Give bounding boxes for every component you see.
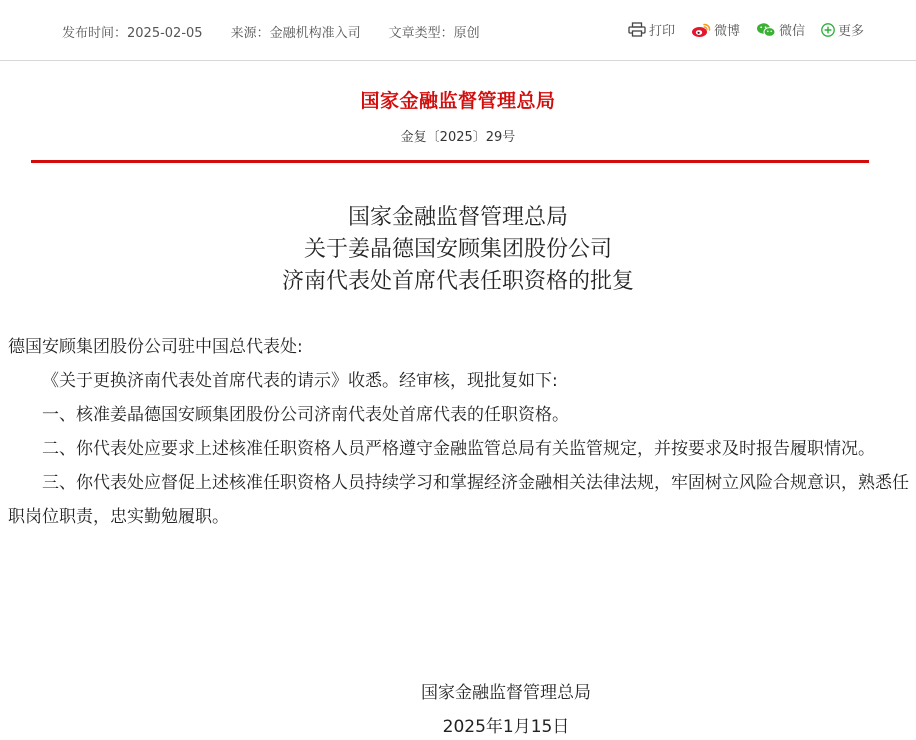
meta-info	[62, 22, 480, 41]
signature-date: 2025年1月15日	[442, 717, 570, 737]
title-line-3: 济南代表处首席代表任职资格的批复	[281, 269, 634, 294]
body-paragraph-intro: 《关于更换济南代表处首席代表的请示》收悉。经审核，现批复如下:	[42, 371, 558, 391]
title-line-1: 国家金融监督管理总局	[347, 205, 568, 230]
plus-circle-icon	[821, 23, 835, 37]
document-title	[0, 202, 916, 298]
salutation: 德国安顾集团股份公司驻中国总代表处:	[8, 337, 303, 357]
body-paragraph-3: 三、你代表处应督促上述核准任职资格人员持续学习和掌握经济金融相关法律法规，牢固树立风险合规意识，熟悉任职岗位职责，忠实勤勉履职。	[8, 473, 909, 527]
weibo-icon	[691, 22, 711, 38]
body-paragraph-1: 一、核准姜晶德国安顾集团股份公司济南代表处首席代表的任职资格。	[42, 405, 569, 425]
print-label: 打印	[648, 24, 675, 39]
title-line-2: 关于姜晶德国安顾集团股份公司	[303, 237, 612, 262]
signature-org: 国家金融监督管理总局	[421, 683, 591, 703]
printer-icon	[628, 22, 646, 37]
document-body	[8, 330, 912, 534]
weibo-share-button[interactable]	[691, 20, 740, 39]
meta-bar	[0, 0, 916, 61]
more-share-button[interactable]	[821, 20, 864, 39]
signature-block	[376, 676, 636, 740]
wechat-label: 微信	[778, 24, 805, 39]
wechat-icon	[756, 22, 776, 38]
more-label: 更多	[837, 24, 864, 39]
source: 来源：金融机构准入司	[230, 26, 361, 41]
issuer-heading: 国家金融监督管理总局	[360, 90, 556, 112]
body-paragraph-2: 二、你代表处应要求上述核准任职资格人员严格遵守金融监管总局有关监管规定，并按要求及时报告履职情况。	[42, 439, 875, 459]
red-divider	[31, 160, 869, 163]
share-toolbar	[628, 20, 864, 39]
print-button[interactable]	[628, 20, 675, 39]
publish-time: 发布时间：2025-02-05	[62, 26, 203, 41]
weibo-label: 微博	[713, 24, 740, 39]
wechat-share-button[interactable]	[756, 20, 805, 39]
document-number: 金复〔2025〕29号	[400, 130, 516, 145]
article-type: 文章类型：原创	[388, 26, 480, 41]
